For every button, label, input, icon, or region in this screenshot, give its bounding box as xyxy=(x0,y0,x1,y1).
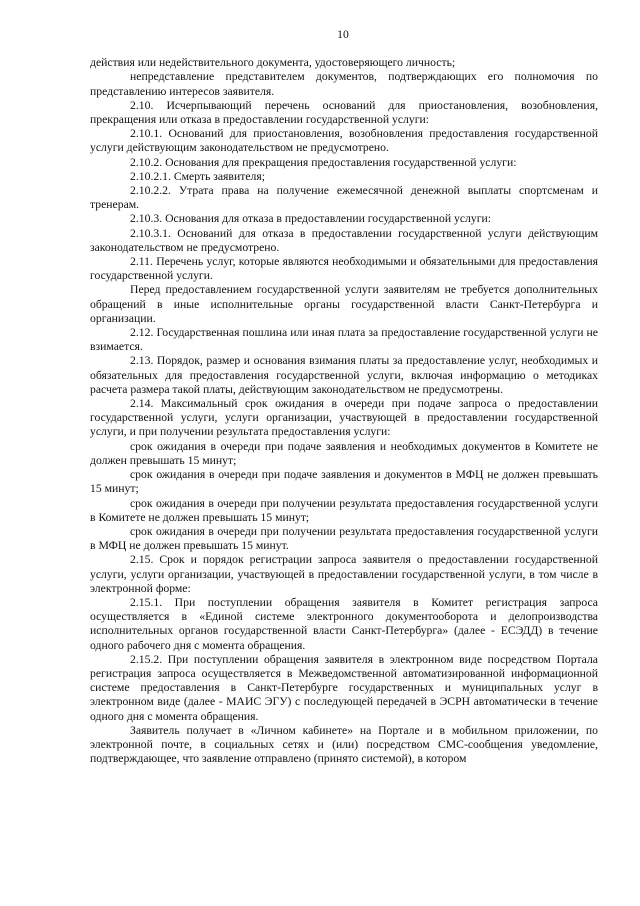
paragraph: 2.10.3.1. Оснований для отказа в предоставлении государственной услуги действующим законодательством не предусмотрено. xyxy=(90,226,598,254)
paragraph: 2.10.2.1. Смерть заявителя; xyxy=(130,169,265,183)
page-number: 10 xyxy=(337,28,349,41)
paragraph: срок ожидания в очереди при получении результата предоставления государственной услуги в МФЦ не должен превышать 15 минут. xyxy=(90,524,598,553)
paragraph: Перед предоставлением государственной услуги заявителям не требуется дополнительных обращений в иные исполнительные органы государственной власти Санкт-Петербурга и организации. xyxy=(90,283,598,325)
paragraph: 2.11. Перечень услуг, которые являются необходимыми и обязательными для предоставления государственной услуги. xyxy=(90,255,598,283)
paragraph: 2.15.2. При поступлении обращения заявителя в электронном виде посредством Портала регистрация запроса осуществляется в Межведомственной автоматизированной информационной системе предоставления в Санкт-Петербурге государственных и муниципальных услуг в электронном виде (далее - МАИС ЭГУ) с последующей передачей в ЭСРН автоматически в течение одного дня с момента обращения. xyxy=(90,652,598,723)
paragraph: 2.12. Государственная пошлина или иная плата за предоставление государственной услуги не взимается. xyxy=(90,326,598,354)
paragraph: непредставление представителем документов, подтверждающих его полномочия по представлению интересов заявителя. xyxy=(90,70,598,98)
paragraph: 2.13. Порядок, размер и основания взимания платы за предоставление услуг, необходимых и обязательных для предоставления государственной услуги, включая информацию о методиках расчета размера такой платы, действующим законодательством не предусмотрены. xyxy=(90,354,598,396)
paragraph: 2.10.3. Основания для отказа в предоставлении государственной услуги: xyxy=(130,212,492,226)
paragraph: 2.10. Исчерпывающий перечень оснований для приостановления, возобновления, прекращения или отказа в предоставлении государственной услуги: xyxy=(90,98,598,127)
paragraph: срок ожидания в очереди при подаче заявления и документов в МФЦ не должен превышать 15 минут; xyxy=(90,468,598,496)
paragraph: Заявитель получает в «Личном кабинете» на Портале и в мобильном приложении, по электронной почте, в социальных сетях и (или) посредством СМС-сообщения уведомление, подтверждающее, что заявление отправлено (принято системой), в котором xyxy=(90,723,598,766)
paragraph: 2.15. Срок и порядок регистрации запроса заявителя о предоставлении государственной услуги, услуги организации, участвующей в предоставлении государственной услуги, в том числе в электронной форме: xyxy=(90,553,598,595)
paragraph: 2.15.1. При поступлении обращения заявителя в Комитет регистрация запроса осуществляется в «Единой системе электронного документооборота и делопроизводства исполнительных органов государственной власти Санкт-Петербурга» (далее - ЕСЭДД) в течение одного рабочего дня с момента обращения. xyxy=(90,595,598,652)
paragraph: 2.14. Максимальный срок ожидания в очереди при подаче запроса о предоставлении государственной услуги, услуги организации, участвующей в предоставлении государственной услуги, и при получении результата предоставления услуги: xyxy=(90,397,598,439)
paragraph: срок ожидания в очереди при получении результата предоставления государственной услуги в Комитете не должен превышать 15 минут; xyxy=(90,496,598,524)
paragraph: 2.10.2.2. Утрата права на получение ежемесячной денежной выплаты спортсменам и тренерам. xyxy=(90,184,598,212)
paragraph: срок ожидания в очереди при подаче заявления и необходимых документов в Комитете не должен превышать 15 минут; xyxy=(90,439,598,467)
paragraph: 2.10.1. Оснований для приостановления, возобновления предоставления государственной услуги действующим законодательством не предусмотрено. xyxy=(90,127,598,155)
document-body xyxy=(90,56,598,766)
paragraph: 2.10.2. Основания для прекращения предоставления государственной услуги: xyxy=(130,155,517,169)
paragraph: действия или недействительного документа, удостоверяющего личность; xyxy=(90,56,456,70)
